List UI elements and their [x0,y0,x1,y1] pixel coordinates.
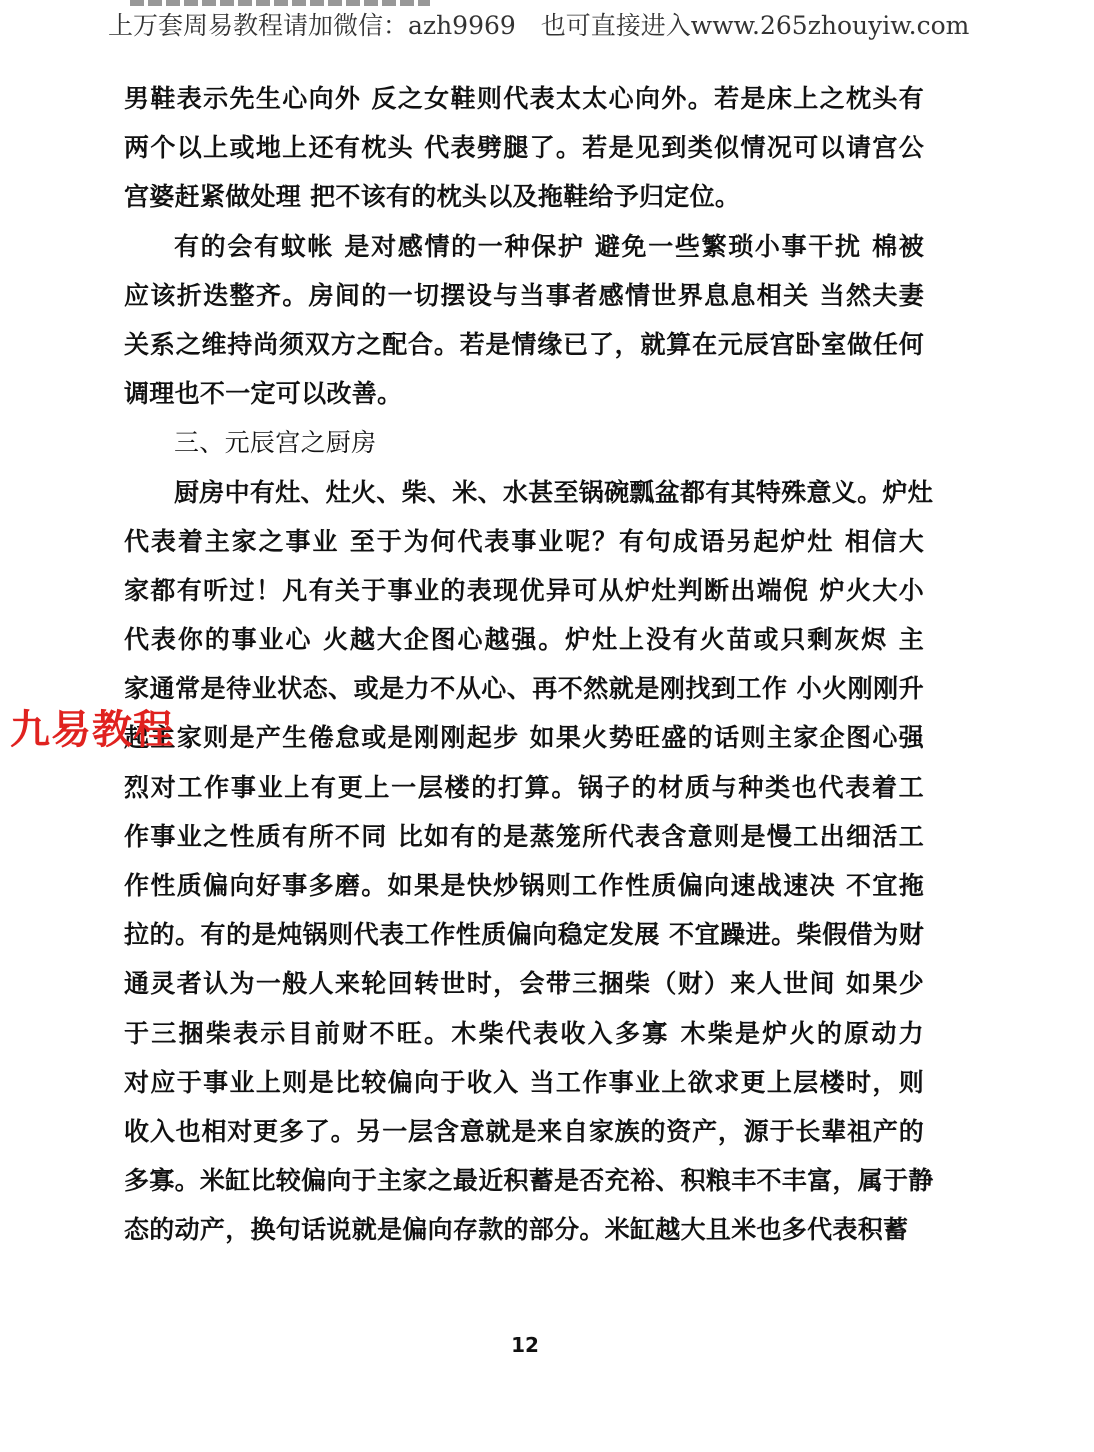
text-line: 关系之维持尚须双方之配合。若是情缘已了，就算在元辰宫卧室做任何 [124,329,924,359]
paragraph [124,468,934,1255]
text-line: 调理也不一定可以改善。 [124,379,403,409]
document-body [124,74,934,1255]
text-line: 厨房中有灶、灶火、柴、米、水甚至锅碗瓢盆都有其特殊意义。炉灶 [174,477,934,507]
paragraph [124,74,924,222]
text-line: 家通常是待业状态、或是力不从心、再不然就是刚找到工作 小火刚刚升 [124,674,924,704]
text-line: 拉的。有的是炖锅则代表工作性质偏向稳定发展 不宜躁进。柴假借为财 [124,920,924,950]
text-line: 态的动产，换句话说就是偏向存款的部分。米缸越大且米也多代表积蓄 [124,1215,909,1245]
text-line: 作事业之性质有所不同 比如有的是蒸笼所代表含意则是慢工出细活工 [124,821,924,851]
section-heading [124,418,924,467]
text-line: 两个以上或地上还有枕头 代表劈腿了。若是见到类似情况可以请宫公 [124,133,924,163]
page-number: 12 [511,1333,539,1357]
text-line: 收入也相对更多了。另一层含意就是来自家族的资产，源于长辈祖产的 [124,1116,924,1146]
text-line: 代表你的事业心 火越大企图心越强。炉灶上没有火苗或只剩灰烬 主 [124,625,924,655]
text-line: 代表着主家之事业 至于为何代表事业呢？有句成语另起炉灶 相信大 [124,526,924,556]
text-line: 宫婆赶紧做处理 把不该有的枕头以及拖鞋给予归定位。 [124,182,741,212]
text-line: 应该折迭整齐。房间的一切摆设与当事者感情世界息息相关 当然夫妻 [124,280,924,310]
text-line: 起主家则是产生倦怠或是刚刚起步 如果火势旺盛的话则主家企图心强 [124,723,924,753]
watermark-logo: 九易教程 [10,707,174,753]
text-line: 通灵者认为一般人来轮回转世时，会带三捆柴（财）来人世间 如果少 [124,969,924,999]
text-line: 烈对工作事业上有更上一层楼的打算。锅子的材质与种类也代表着工 [124,772,924,802]
text-line: 三、元辰宫之厨房 [174,428,377,458]
top-cropped-text [130,0,430,6]
text-line: 男鞋表示先生心向外 反之女鞋则代表太太心向外。若是床上之枕头有 [124,84,924,113]
text-line: 对应于事业上则是比较偏向于收入 当工作事业上欲求更上层楼时，则 [124,1067,924,1097]
text-line: 有的会有蚊帐 是对感情的一种保护 避免一些繁琐小事干扰 棉被 [174,231,924,261]
text-line: 家都有听过！凡有关于事业的表现优异可从炉灶判断出端倪 炉火大小 [124,575,924,605]
text-line: 于三捆柴表示目前财不旺。木柴代表收入多寡 木柴是炉火的原动力 [124,1018,924,1048]
header-banner: 上万套周易教程请加微信：azh9969 也可直接进入www.265zhouyiw.com [108,11,970,40]
text-line: 作性质偏向好事多磨。如果是快炒锅则工作性质偏向速战速决 不宜拖 [124,871,924,900]
paragraph [124,222,924,419]
text-line: 多寡。米缸比较偏向于主家之最近积蓄是否充裕、积粮丰不丰富，属于静 [124,1166,934,1196]
